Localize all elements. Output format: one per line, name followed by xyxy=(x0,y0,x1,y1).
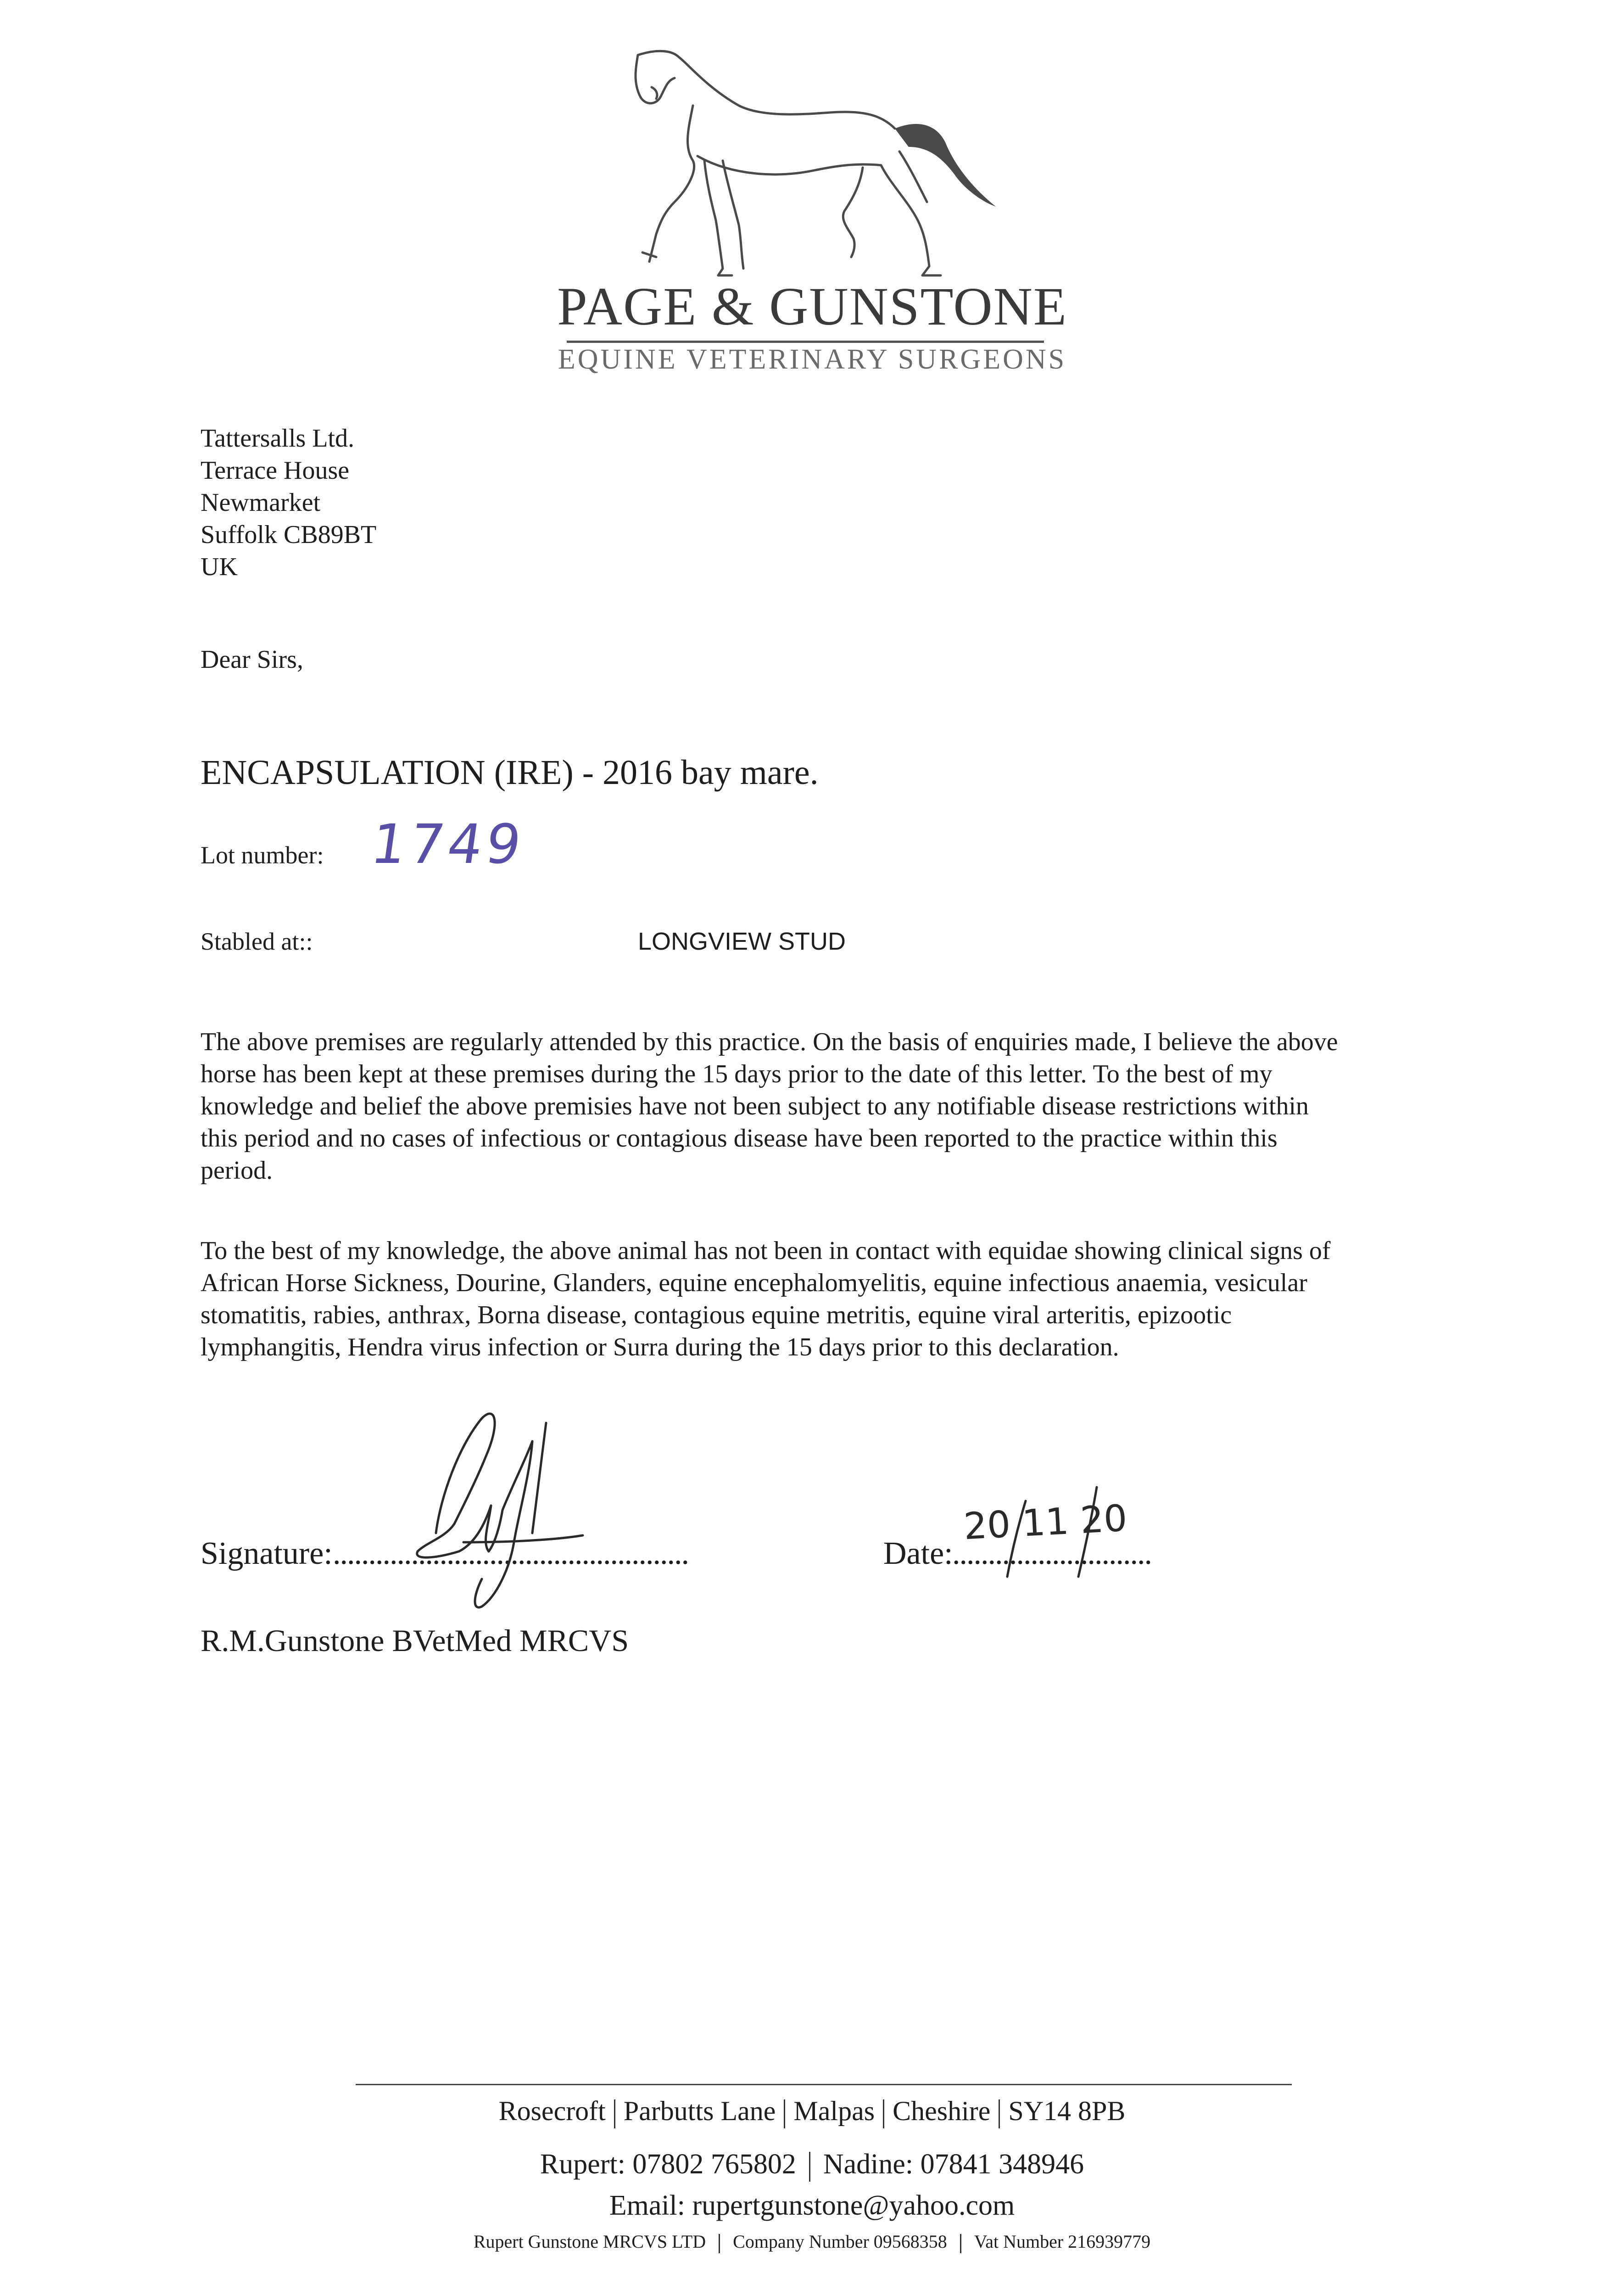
footer-address xyxy=(0,2095,1624,2128)
lot-number-label: Lot number: xyxy=(201,841,324,869)
body-paragraph-premises: The above premises are regularly attended by this practice. On the basis of enquiries made, I believe the above horse has been kept at these premises during the 15 days prior to the date of this letter. To the best of my knowledge and belief the above premisies have not been subject to any notifiable disease restrictions within this period and no cases of infectious or contagious disease have been reported to the practice within this period. xyxy=(201,1028,1338,1185)
footer-separator xyxy=(809,2152,810,2182)
address-line: Suffolk CB89BT xyxy=(201,521,377,549)
stabled-at-value: LONGVIEW STUD xyxy=(638,928,846,955)
footer-email: Email: rupertgunstone@yahoo.com xyxy=(609,2190,1015,2221)
footer-vat-number: Vat Number 216939779 xyxy=(974,2231,1151,2252)
recipient-address xyxy=(201,422,376,583)
date-slash-marks xyxy=(982,1483,1147,1584)
address-line: UK xyxy=(201,553,238,581)
footer-separator xyxy=(999,2099,1000,2128)
signature-label: Signature: xyxy=(201,1536,333,1571)
salutation: Dear Sirs, xyxy=(201,645,303,674)
footer-separator xyxy=(883,2099,884,2128)
lot-number-handwritten: 1749 xyxy=(367,812,529,876)
address-line: Terrace House xyxy=(201,456,350,485)
brand-subtitle: EQUINE VETERINARY SURGEONS xyxy=(558,344,1067,375)
footer-address-part: Cheshire xyxy=(893,2096,991,2126)
brand-divider xyxy=(567,341,1044,343)
stabled-at-label: Stabled at:: xyxy=(201,928,313,955)
footer-divider xyxy=(356,2084,1292,2085)
date-label: Date: xyxy=(883,1536,953,1571)
body-paragraph-contact: To the best of my knowledge, the above animal has not been in contact with equidae showing clinical signs of African Horse Sickness, Dourine, Glanders, equine encephalomyelitis, equine infectious anaemia, vesicular stomatitis, rabies, anthrax, Borna disease, contagious equine metritis, equine viral arteritis, epizootic lymphangitis, Hendra virus infection or Surra during the 15 days prior to this declaration. xyxy=(201,1237,1331,1361)
footer-separator xyxy=(719,2234,720,2253)
footer-phone-rupert: Rupert: 07802 765802 xyxy=(540,2149,796,2180)
footer-address-part: Malpas xyxy=(793,2096,875,2126)
footer-company-number: Company Number 09568358 xyxy=(733,2231,947,2252)
horse-title: ENCAPSULATION (IRE) - 2016 bay mare. xyxy=(201,753,819,792)
footer-separator xyxy=(614,2099,615,2128)
address-line: Newmarket xyxy=(201,488,321,517)
footer-company-name: Rupert Gunstone MRCVS LTD xyxy=(473,2231,706,2252)
footer-address-part: Parbutts Lane xyxy=(623,2096,776,2126)
signatory-name: R.M.Gunstone BVetMed MRCVS xyxy=(201,1623,629,1658)
footer-company-details xyxy=(0,2231,1624,2253)
brand-name: PAGE & GUNSTONE xyxy=(557,276,1067,336)
date-line: ............................ xyxy=(952,1536,1151,1571)
handwritten-signature xyxy=(408,1405,629,1616)
footer-phone-nadine: Nadine: 07841 348946 xyxy=(823,2149,1084,2180)
address-line: Tattersalls Ltd. xyxy=(201,424,355,453)
footer-separator xyxy=(784,2099,785,2128)
handwritten-date: 20 11 20 xyxy=(962,1496,1128,1548)
footer-address-part: SY14 8PB xyxy=(1008,2096,1126,2126)
footer-phones xyxy=(0,2148,1624,2182)
footer-address-part: Rosecroft xyxy=(498,2096,606,2126)
footer-separator xyxy=(960,2234,961,2253)
horse-icon xyxy=(624,37,1019,294)
signature-line: .................................................. xyxy=(333,1536,688,1571)
